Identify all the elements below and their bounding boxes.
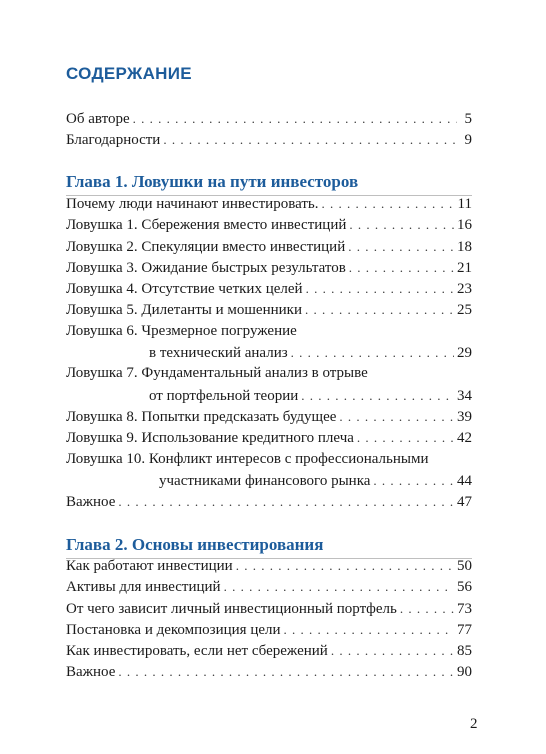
entry-page: 18 (457, 238, 472, 255)
chapter-1-title[interactable]: Глава 1. Ловушки на пути инвесторов (66, 172, 359, 191)
entry-title: Как работают инвестиции (66, 558, 233, 574)
entry-title: Ловушка 7. Фундаментальный анализ в отрыве (66, 365, 368, 382)
entry-page: 77 (457, 621, 472, 638)
entry-title: Ловушка 6. Чрезмерное погружение (66, 322, 297, 339)
entry-title: Активы для инвестиций (66, 579, 221, 596)
dot-leader (133, 108, 457, 129)
dot-leader (118, 491, 454, 512)
chapter-2-title[interactable]: Глава 2. Основы инвестирования (66, 535, 324, 554)
entry-title: Почему люди начинают инвестировать. (66, 196, 319, 212)
dot-leader (224, 576, 454, 597)
dot-leader (339, 406, 454, 427)
toc-entry[interactable] (66, 278, 472, 299)
entry-page: 90 (457, 664, 472, 681)
entry-page: 34 (457, 387, 472, 404)
chapter-1-list (66, 193, 472, 512)
entry-title: Ловушка 10. Конфликт интересов с профессиональными (66, 450, 429, 467)
entry-page: 21 (457, 259, 472, 276)
entry-title-continuation: от портфельной теории (149, 387, 299, 404)
dot-leader (291, 342, 454, 363)
entry-page: 42 (457, 430, 472, 447)
dot-leader (118, 661, 454, 682)
toc-entry[interactable] (66, 640, 472, 661)
toc-entry-continuation[interactable] (66, 342, 472, 363)
entry-title: Ловушка 9. Использование кредитного плеча (66, 430, 354, 447)
toc-entry[interactable] (66, 406, 472, 427)
entry-title: Ловушка 3. Ожидание быстрых результатов (66, 259, 346, 276)
dot-leader (284, 619, 454, 640)
dot-leader (236, 555, 454, 576)
entry-title: Ловушка 2. Спекуляции вместо инвестиций (66, 238, 346, 255)
entry-page: 9 (464, 132, 472, 149)
entry-page: 11 (457, 196, 472, 212)
entry-title: Благодарности (66, 132, 161, 149)
toc-entry[interactable] (66, 193, 472, 214)
entry-title: Важное (66, 664, 116, 681)
toc-entry[interactable] (66, 214, 472, 235)
dot-leader (306, 278, 454, 299)
entry-page: 23 (457, 281, 472, 298)
entry-title-continuation: участниками финансового рынка (159, 472, 371, 489)
entry-page: 73 (457, 600, 472, 617)
toc-entry[interactable] (66, 427, 472, 448)
entry-title: Ловушка 1. Сбережения вместо инвестиций (66, 217, 347, 234)
toc-entry[interactable] (66, 257, 472, 278)
dot-leader (301, 385, 454, 406)
entry-title: Об авторе (66, 111, 130, 127)
entry-page: 85 (457, 643, 472, 660)
entry-page: 56 (457, 579, 472, 596)
entry-title: Важное (66, 494, 116, 511)
entry-page: 50 (457, 558, 472, 574)
dot-leader (349, 257, 454, 278)
toc-entry-first-line[interactable] (66, 449, 472, 470)
entry-page: 25 (457, 302, 472, 319)
dot-leader (348, 236, 454, 257)
toc-entry-first-line[interactable] (66, 363, 472, 384)
dot-leader (331, 640, 454, 661)
entry-title: Как инвестировать, если нет сбережений (66, 643, 328, 660)
toc-entry-continuation[interactable] (66, 470, 472, 491)
entry-page: 44 (457, 472, 472, 489)
toc-entry[interactable] (66, 491, 472, 512)
chapter-2-list (66, 555, 472, 683)
entry-title: Ловушка 4. Отсутствие четких целей (66, 281, 303, 298)
entry-page: 29 (457, 345, 472, 362)
toc-intro-list (66, 108, 472, 151)
dot-leader (305, 299, 454, 320)
entry-title: Ловушка 8. Попытки предсказать будущее (66, 408, 337, 425)
entry-title-continuation: в технический анализ (149, 345, 288, 362)
dot-leader (357, 427, 454, 448)
toc-entry[interactable] (66, 619, 472, 640)
entry-page: 39 (457, 408, 472, 425)
entry-page: 5 (464, 111, 472, 127)
dot-leader (322, 193, 455, 214)
toc-entry-first-line[interactable] (66, 321, 472, 342)
toc-entry[interactable] (66, 129, 472, 150)
toc-entry[interactable] (66, 598, 472, 619)
toc-entry-continuation[interactable] (66, 385, 472, 406)
toc-entry[interactable] (66, 299, 472, 320)
dot-leader (163, 129, 457, 150)
toc-entry[interactable] (66, 576, 472, 597)
entry-title: От чего зависит личный инвестиционный портфель (66, 600, 397, 617)
entry-title: Ловушка 5. Дилетанты и мошенники (66, 302, 302, 319)
entry-title: Постановка и декомпозиция цели (66, 621, 281, 638)
toc-entry[interactable] (66, 108, 472, 129)
dot-leader (400, 598, 454, 619)
toc-entry[interactable] (66, 555, 472, 576)
page-number: 2 (470, 716, 478, 732)
dot-leader (349, 214, 454, 235)
entry-page: 16 (457, 217, 472, 234)
dot-leader (373, 470, 454, 491)
entry-page: 47 (457, 494, 472, 511)
toc-entry[interactable] (66, 661, 472, 682)
toc-heading: СОДЕРЖАНИЕ (66, 64, 192, 83)
toc-entry[interactable] (66, 236, 472, 257)
